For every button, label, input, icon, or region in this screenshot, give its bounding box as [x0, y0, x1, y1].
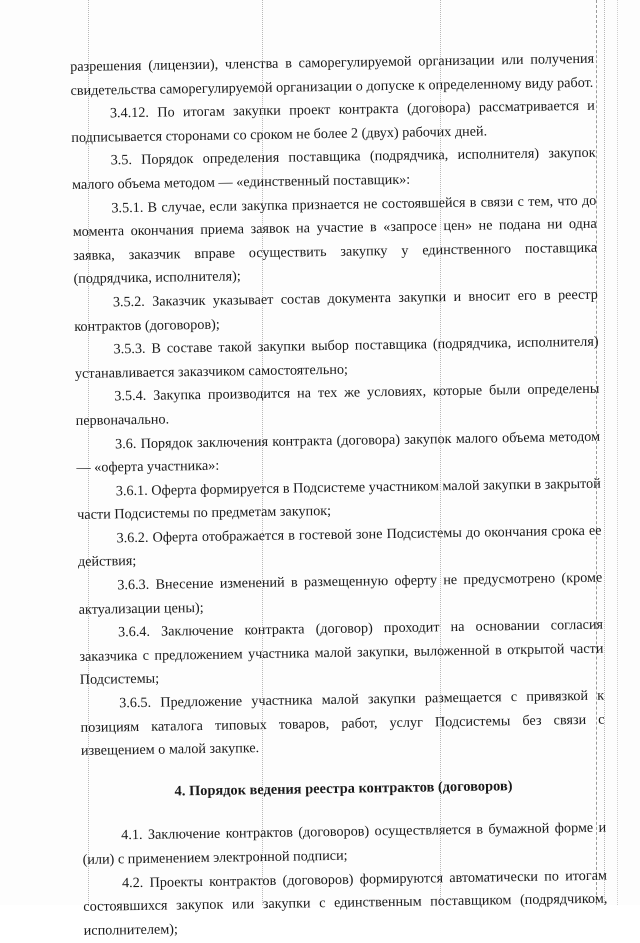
scan-artifact-line [617, 0, 618, 905]
paragraph-3-6-1: 3.6.1. Оферта формируется в Подсистеме участником малой закупки в закрытой части Подсистемы по предметам закупок; [77, 475, 601, 524]
paragraph-3-5: 3.5. Порядок определения поставщика (подрядчика, исполнителя) закупок малого объема методом — «единственный поставщик»: [71, 145, 596, 193]
paragraph-3-5-3: 3.5.3. В составе такой закупки выбор поставщика (подрядчика, исполнителя) устанавливается заказчиком самостоятельно; [74, 333, 599, 382]
paragraph-3-6-4: 3.6.4. Заключение контракта (договор) проходит на основании согласия заказчика с предложением участника малой закупки, выложенной в открытой части Подсистемы; [79, 616, 604, 689]
paragraph-continuation: разрешения (лицензии), членства в саморегулируемой организации или получения свидетельства саморегулируемой организации о допуске к определенному виду работ. [70, 50, 595, 99]
section-heading: 4. Порядок ведения реестра контрактов (договоров) [174, 777, 513, 800]
paragraph-4-1: 4.1. Заключение контрактов (договоров) осуществляется в бумажной форме и (или) с применением электронной подписи; [82, 820, 607, 868]
paragraph-3-6-5: 3.6.5. Предложение участника малой закупки размещается с привязкой к позициям каталога типовых товаров, работ, услуг Подсистемы без связи с извещением о малой закупке. [80, 687, 605, 760]
paragraph-3-5-4: 3.5.4. Закупка производится на тех же условиях, которые были определены первоначально. [75, 381, 600, 429]
paragraph-3-5-1: 3.5.1. В случае, если закупка признается не состоявшейся в связи с тем, что до момента окончания приема заявок на участие в «запросе цен» не подана ни одна заявка, заказчик вправе осуществить закупку у единственного поставщика (подрядчика, исполнителя); [72, 192, 598, 288]
paragraph-3-4-12: 3.4.12. По итогам закупки проект контракта (договора) рассматривается и подписывается сторонами со сроком не более 2 (двух) рабочих дней. [71, 97, 595, 146]
paragraph-3-5-2: 3.5.2. Заказчик указывает состав документа закупки и вносит его в реестр контрактов (договоров); [74, 286, 598, 335]
paragraph-3-6: 3.6. Порядок заключения контракта (договора) закупок малого объема методом — «оферта участника»: [76, 428, 601, 477]
paragraph-4-2: 4.2. Проекты контрактов (договоров) формируются автоматически по итогам состоявшихся закупок или закупки с единственным поставщиком (подрядчиком, исполнителем); [83, 867, 608, 939]
paragraph-3-6-2: 3.6.2. Оферта отображается в гостевой зоне Подсистемы до окончания срока ее действия; [77, 522, 602, 571]
paragraph-3-6-3: 3.6.3. Внесение изменений в размещенную оферту не предусмотрено (кроме актуализации цены); [78, 569, 603, 618]
document-body [70, 48, 608, 943]
